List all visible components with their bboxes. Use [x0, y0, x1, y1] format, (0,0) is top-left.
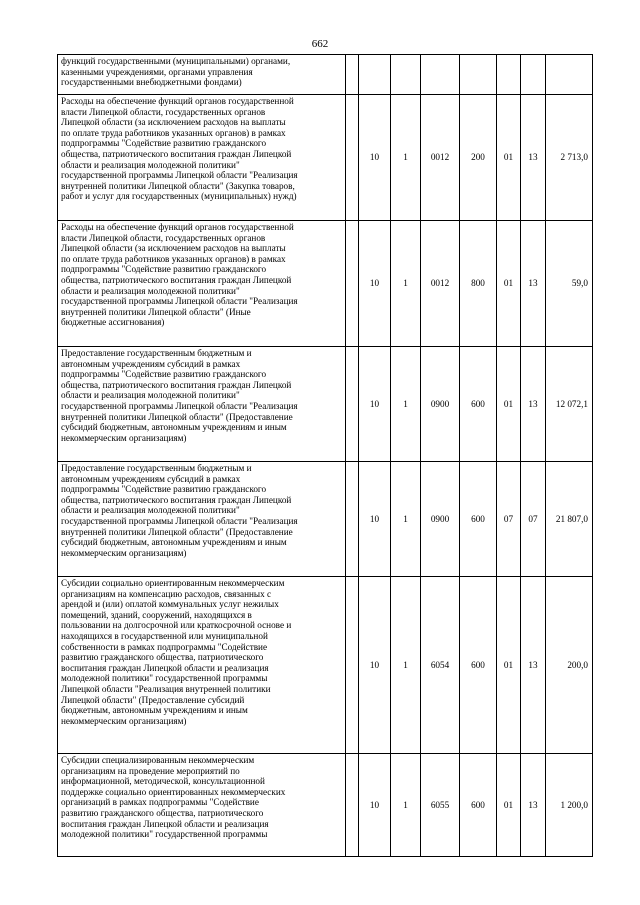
target-article-code: 6055: [421, 754, 460, 857]
row-description: Расходы на обеспечение функций органов государственной власти Липецкой области, государственных органов Липецкой области (за исключением расходов на выплаты по оплате труда работников указанных органов) в рамках подпрограммы "Содействие развитию гражданского общества, патриотического воспитания граждан Липецкой области и реализация молодежной политики" государственной программы Липецкой области "Реализация внутренней политики Липецкой области" (Иные бюджетные ассигнования): [58, 221, 346, 347]
empty-cell: [346, 55, 359, 95]
table-row: [58, 221, 593, 347]
expense-type-code: 600: [460, 577, 497, 754]
expense-type-code: 800: [460, 221, 497, 347]
empty-cell: [346, 347, 359, 462]
subprogram-code: [391, 55, 421, 95]
section-code: 01: [497, 577, 521, 754]
row-description: Расходы на обеспечение функций органов государственной власти Липецкой области, государственных органов Липецкой области (за исключением расходов на выплаты по оплате труда работников указанных органов) в рамках подпрограммы "Содействие развитию гражданского общества, патриотического воспитания граждан Липецкой области и реализация молодежной политики" государственной программы Липецкой области "Реализация внутренней политики Липецкой области" (Закупка товаров, работ и услуг для государственных (муниципальных) нужд): [58, 95, 346, 221]
target-article-code: 0900: [421, 462, 460, 577]
amount: 12 072,1: [546, 347, 593, 462]
ministry-code: 10: [359, 347, 391, 462]
target-article-code: [421, 55, 460, 95]
table-row: [58, 95, 593, 221]
row-description: Предоставление государственным бюджетным и автономным учреждениям субсидий в рамках подпрограммы "Содействие развитию гражданского общества, патриотического воспитания граждан Липецкой области и реализация молодежной политики" государственной программы Липецкой области "Реализация внутренней политики Липецкой области" (Предоставление субсидий бюджетным, автономным учреждениям и иным некоммерческим организациям): [58, 462, 346, 577]
subprogram-code: 1: [391, 95, 421, 221]
ministry-code: 10: [359, 577, 391, 754]
empty-cell: [346, 462, 359, 577]
section-code: 01: [497, 754, 521, 857]
row-description: Субсидии социально ориентированным некоммерческим организациям на компенсацию расходов, связанных с арендой и (или) оплатой коммунальных услуг нежилых помещений, зданий, сооружений, находящихся в пользовании на долгосрочной или краткосрочной основе и находящихся в государственной или муниципальной собственности в рамках подпрограммы "Содействие развитию гражданского общества, патриотического воспитания граждан Липецкой области и реализация молодежной политики" государственной программы Липецкой области "Реализация внутренней политики Липецкой области" (Предоставление субсидий бюджетным, автономным учреждениям и иным некоммерческим организациям): [58, 577, 346, 754]
row-description: функций государственными (муниципальными) органами, казенными учреждениями, органами управления государственными внебюджетными фондами): [58, 55, 346, 95]
subsection-code: 07: [521, 462, 546, 577]
target-article-code: 0012: [421, 221, 460, 347]
amount: [546, 55, 593, 95]
amount: 21 807,0: [546, 462, 593, 577]
expense-type-code: 600: [460, 462, 497, 577]
table-row: [58, 347, 593, 462]
section-code: 07: [497, 462, 521, 577]
ministry-code: [359, 55, 391, 95]
empty-cell: [346, 221, 359, 347]
row-description: Предоставление государственным бюджетным и автономным учреждениям субсидий в рамках подпрограммы "Содействие развитию гражданского общества, патриотического воспитания граждан Липецкой области и реализация молодежной политики" государственной программы Липецкой области "Реализация внутренней политики Липецкой области" (Предоставление субсидий бюджетным, автономным учреждениям и иным некоммерческим организациям): [58, 347, 346, 462]
target-article-code: 6054: [421, 577, 460, 754]
amount: 1 200,0: [546, 754, 593, 857]
expense-type-code: [460, 55, 497, 95]
subsection-code: 13: [521, 577, 546, 754]
ministry-code: 10: [359, 221, 391, 347]
empty-cell: [346, 754, 359, 857]
amount: 2 713,0: [546, 95, 593, 221]
empty-cell: [346, 577, 359, 754]
expense-type-code: 600: [460, 347, 497, 462]
subprogram-code: 1: [391, 462, 421, 577]
table-row: [58, 754, 593, 857]
subprogram-code: 1: [391, 577, 421, 754]
section-code: 01: [497, 95, 521, 221]
subsection-code: 13: [521, 754, 546, 857]
budget-table: [57, 54, 593, 857]
ministry-code: 10: [359, 462, 391, 577]
target-article-code: 0012: [421, 95, 460, 221]
amount: 200,0: [546, 577, 593, 754]
page-number: 662: [311, 38, 329, 50]
table-row: [58, 577, 593, 754]
subsection-code: 13: [521, 347, 546, 462]
amount: 59,0: [546, 221, 593, 347]
section-code: 01: [497, 221, 521, 347]
section-code: 01: [497, 347, 521, 462]
subsection-code: [521, 55, 546, 95]
subsection-code: 13: [521, 221, 546, 347]
subsection-code: 13: [521, 95, 546, 221]
row-description: Субсидии специализированным некоммерческим организациям на проведение мероприятий по информационной, методической, консультационной поддержке социально ориентированных некоммерческих организаций в рамках подпрограммы "Содействие развитию гражданского общества, патриотического воспитания граждан Липецкой области и реализация молодежной политики" государственной программы: [58, 754, 346, 857]
expense-type-code: 200: [460, 95, 497, 221]
subprogram-code: 1: [391, 754, 421, 857]
table-row: [58, 55, 593, 95]
empty-cell: [346, 95, 359, 221]
expense-type-code: 600: [460, 754, 497, 857]
target-article-code: 0900: [421, 347, 460, 462]
ministry-code: 10: [359, 754, 391, 857]
subprogram-code: 1: [391, 221, 421, 347]
subprogram-code: 1: [391, 347, 421, 462]
table-row: [58, 462, 593, 577]
ministry-code: 10: [359, 95, 391, 221]
section-code: [497, 55, 521, 95]
